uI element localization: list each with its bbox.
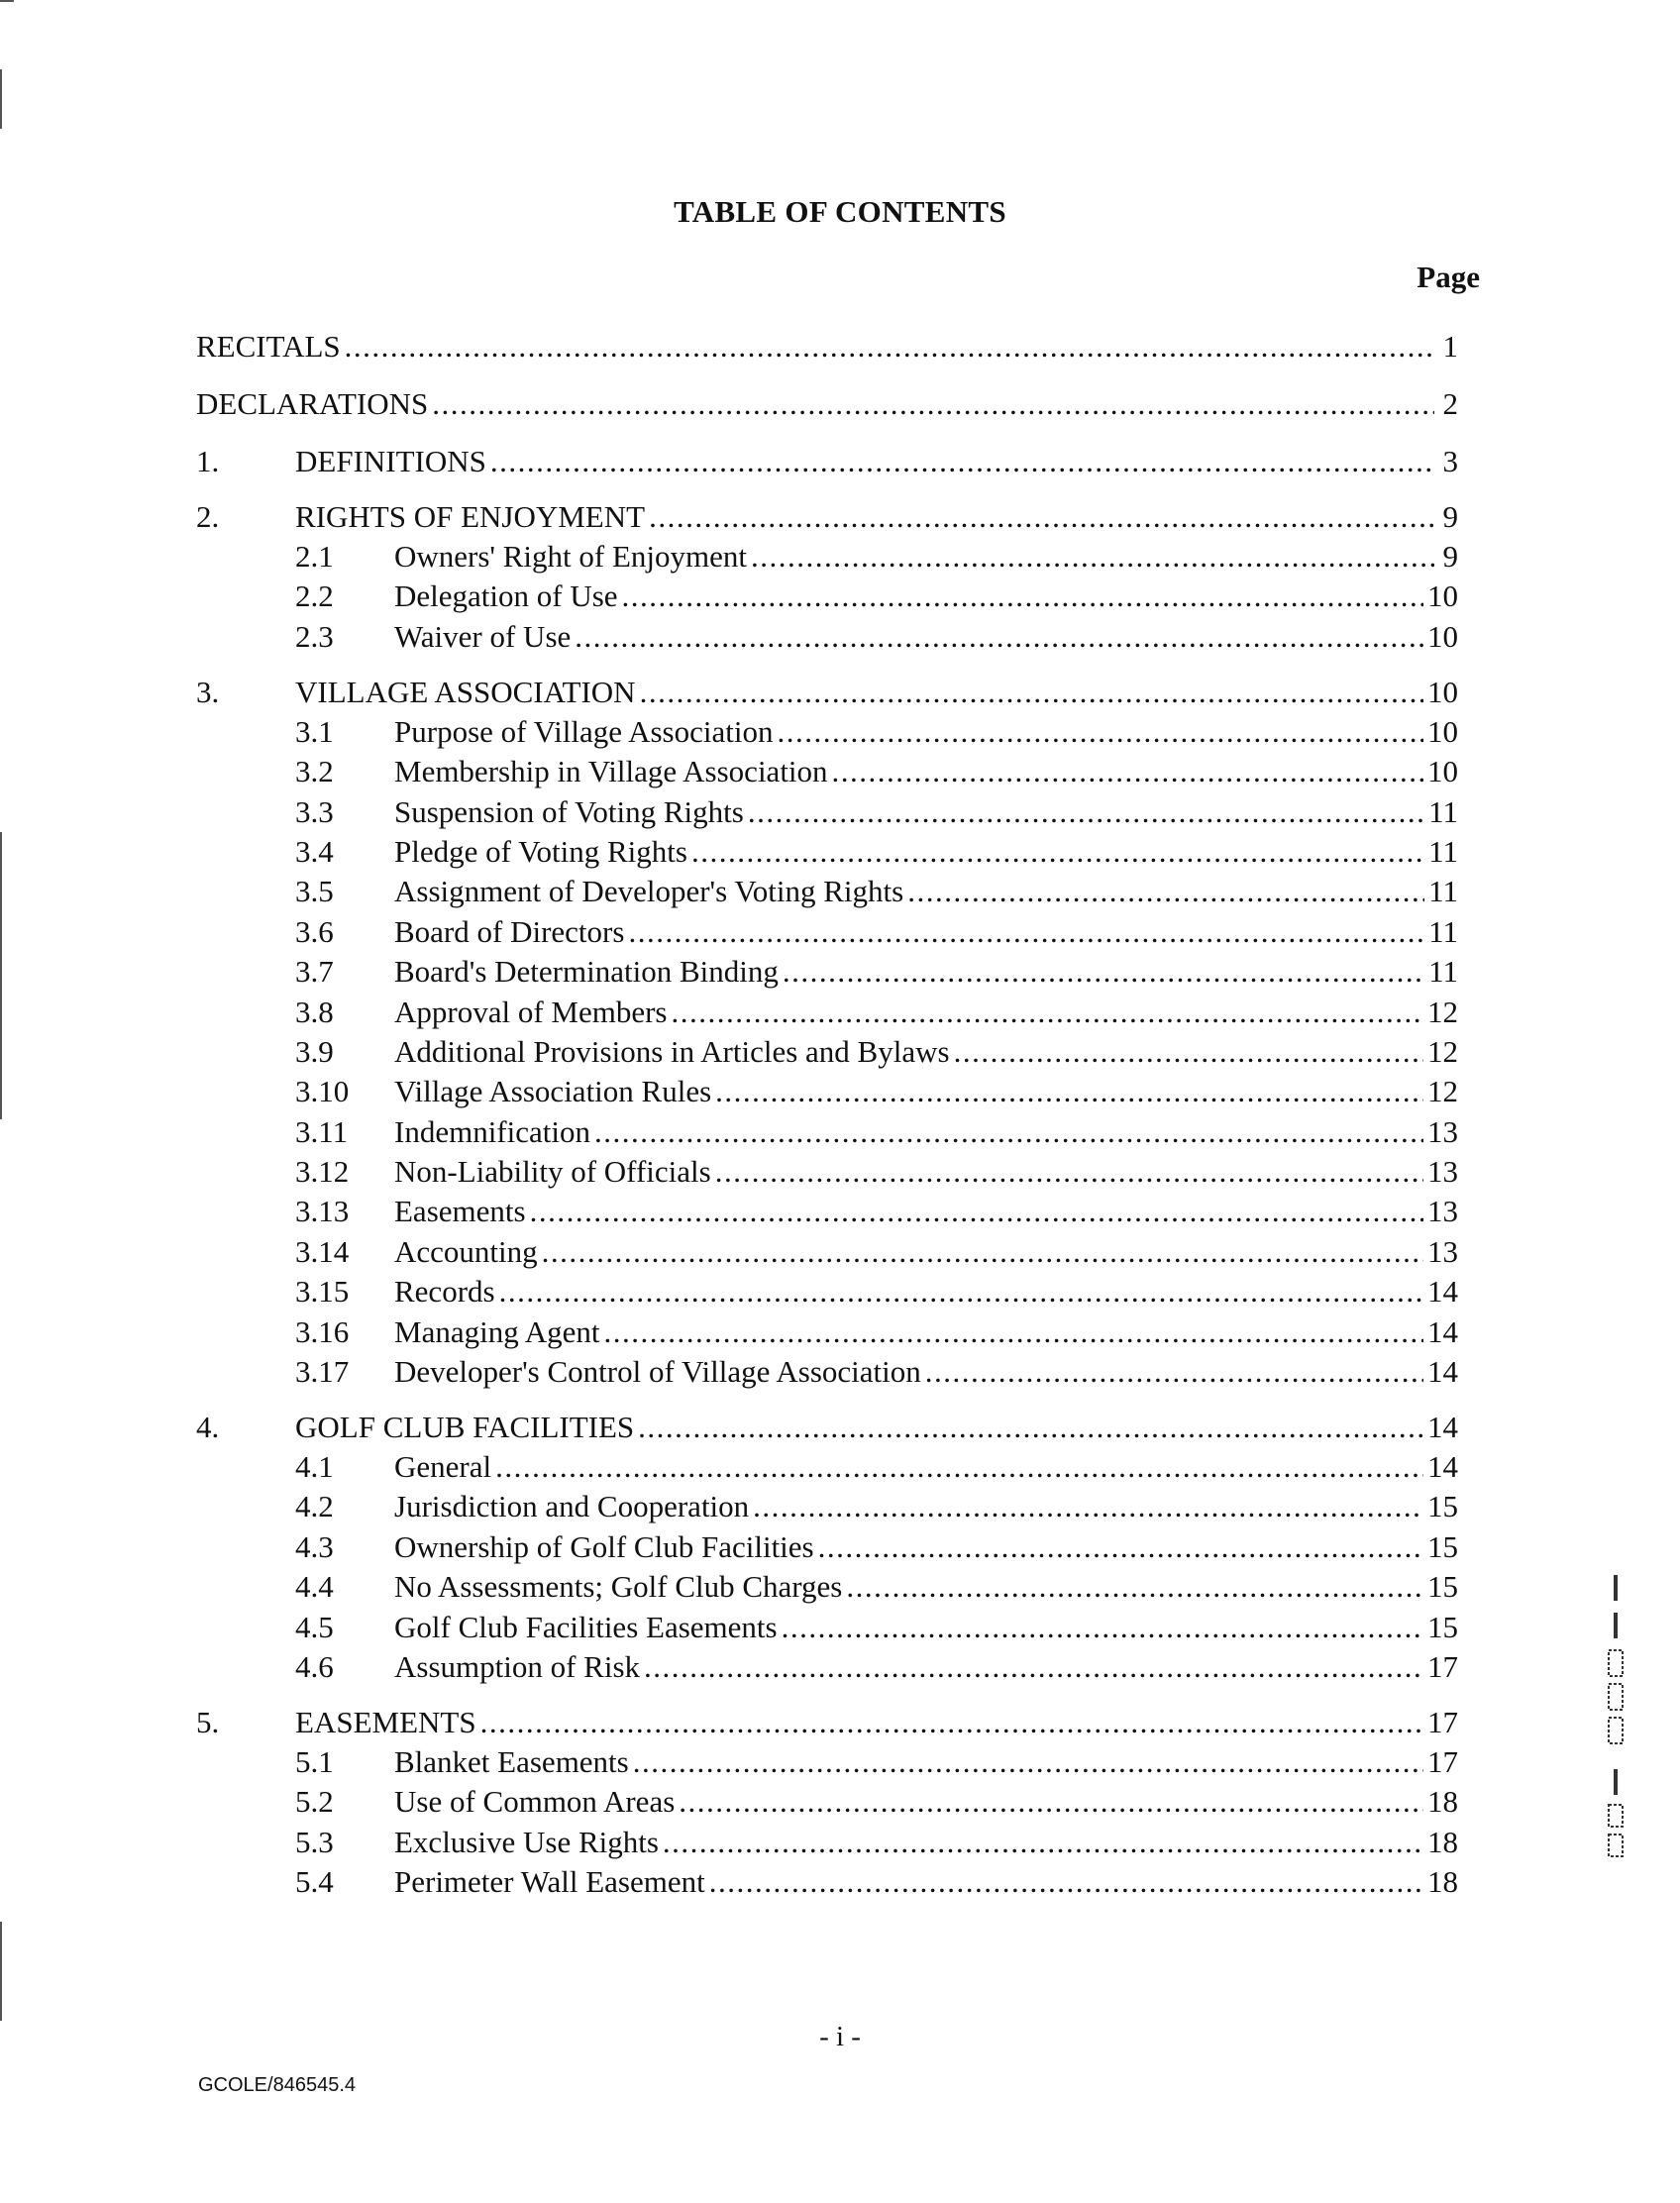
toc-entry-label: Golf Club Facilities Easements: [394, 1609, 778, 1644]
toc-entry-page: 10: [1427, 754, 1458, 789]
toc-entry-number: 4.4: [295, 1569, 334, 1605]
toc-entry-number: 3.: [196, 674, 220, 709]
side-stamp-mark: [1605, 1575, 1628, 1872]
toc-entry: [196, 1649, 1458, 1705]
toc-entry: [196, 539, 1458, 578]
dot-leader: [542, 1234, 1423, 1270]
toc-entry-page: 18: [1427, 1864, 1458, 1900]
toc-entry-label: Assumption of Risk: [394, 1648, 641, 1684]
toc-entry-label: No Assessments; Golf Club Charges: [394, 1569, 843, 1605]
toc-entry-number: 3.11: [295, 1113, 349, 1149]
toc-entry-label: Perimeter Wall Easement: [394, 1864, 705, 1900]
toc-entry-number: 5.4: [295, 1864, 334, 1900]
toc-entry: [196, 954, 1458, 994]
toc-entry-number: 5.2: [295, 1784, 334, 1820]
toc-entry-page: 15: [1427, 1528, 1458, 1564]
toc-entry-label: Waiver of Use: [394, 618, 572, 654]
toc-entry-page: 2: [1442, 386, 1458, 421]
page-column-header: Page: [1417, 260, 1480, 294]
toc-entry-number: 5.3: [295, 1824, 334, 1859]
dot-leader: [818, 1529, 1423, 1565]
toc-entry: [196, 1074, 1458, 1113]
toc-entry-page: 12: [1427, 1033, 1458, 1069]
toc-entry-label: Jurisdiction and Cooperation: [394, 1489, 750, 1524]
toc-entry: [196, 1705, 1458, 1744]
toc-entry-number: 2.: [196, 499, 220, 534]
toc-entry: [196, 1354, 1458, 1410]
toc-entry-number: 3.4: [295, 833, 334, 869]
toc-entry: [196, 1034, 1458, 1074]
toc-entry-page: 9: [1442, 499, 1458, 534]
dot-leader: [640, 675, 1423, 710]
toc-entry: [196, 834, 1458, 874]
dot-leader: [954, 1034, 1423, 1070]
toc-entry: [196, 1489, 1458, 1528]
toc-entry-page: 13: [1427, 1113, 1458, 1149]
dot-leader: [663, 1825, 1423, 1860]
dot-leader: [846, 1569, 1423, 1605]
toc-entry: [196, 578, 1458, 618]
dot-leader: [495, 1449, 1423, 1485]
toc-entry-page: 14: [1427, 1313, 1458, 1349]
toc-entry-page: 10: [1427, 713, 1458, 749]
toc-entry: [196, 675, 1458, 714]
dot-leader: [604, 1314, 1424, 1350]
toc-entry-page: 11: [1428, 954, 1458, 990]
dot-leader: [832, 754, 1423, 789]
toc-entry-label: VILLAGE ASSOCIATION: [295, 674, 636, 709]
toc-entry-page: 13: [1427, 1233, 1458, 1269]
dot-leader: [638, 1410, 1423, 1445]
toc-entry-page: 10: [1427, 618, 1458, 654]
toc-entry-label: DECLARATIONS: [196, 386, 429, 421]
toc-entry: [196, 914, 1458, 954]
scan-artifact: [0, 1922, 2, 2021]
toc-entry: [196, 874, 1458, 913]
toc-entry-number: 5.1: [295, 1743, 334, 1779]
toc-entry-page: 13: [1427, 1194, 1458, 1229]
toc-entry: [196, 1154, 1458, 1194]
dot-leader: [432, 386, 1434, 422]
dot-leader: [715, 1154, 1423, 1190]
dot-leader: [633, 1744, 1423, 1780]
toc-entry-page: 17: [1427, 1743, 1458, 1779]
document-id: GCOLE/846545.4: [198, 2074, 356, 2096]
toc-entry: [196, 619, 1458, 675]
dot-leader: [345, 329, 1434, 365]
toc-entry-label: RIGHTS OF ENJOYMENT: [295, 499, 646, 534]
toc-entry-page: 14: [1427, 1449, 1458, 1485]
toc-entry: [196, 1610, 1458, 1649]
toc-entry-number: 3.17: [295, 1354, 350, 1390]
dot-leader: [715, 1074, 1423, 1109]
toc-entry-page: 17: [1427, 1648, 1458, 1684]
toc-entry-label: Developer's Control of Village Association: [394, 1354, 921, 1390]
toc-entry-label: Owners' Right of Enjoyment: [394, 539, 748, 574]
toc-entry: [196, 1825, 1458, 1864]
toc-entry-page: 15: [1427, 1489, 1458, 1524]
toc-entry-page: 11: [1428, 793, 1458, 829]
toc-entry-label: DEFINITIONS: [295, 444, 486, 478]
toc-entry: [196, 794, 1458, 834]
toc-entry-label: RECITALS: [196, 329, 341, 364]
toc-entry-number: 3.9: [295, 1033, 334, 1069]
toc-entry-label: Ownership of Golf Club Facilities: [394, 1528, 814, 1564]
toc-entry: [196, 386, 1458, 444]
toc-entry-label: Membership in Village Association: [394, 754, 828, 789]
dot-leader: [925, 1354, 1423, 1390]
toc-entry-number: 3.5: [295, 874, 334, 909]
dot-leader: [644, 1649, 1423, 1685]
toc-entry-label: EASEMENTS: [295, 1704, 476, 1739]
dot-leader: [499, 1274, 1423, 1310]
toc-entry-number: 3.15: [295, 1274, 350, 1310]
toc-entry-label: Assignment of Developer's Voting Rights: [394, 874, 904, 909]
toc-entry-number: 3.14: [295, 1233, 350, 1269]
toc-entry-label: Purpose of Village Association: [394, 713, 774, 749]
toc-entry-number: 2.1: [295, 539, 334, 574]
toc-entry-label: Exclusive Use Rights: [394, 1824, 659, 1859]
toc-entry-page: 1: [1442, 329, 1458, 364]
dot-leader: [907, 874, 1424, 909]
toc-entry: [196, 1314, 1458, 1354]
dot-leader: [594, 1114, 1423, 1150]
toc-entry: [196, 1410, 1458, 1449]
toc-entry-number: 3.2: [295, 754, 334, 789]
dot-leader: [777, 714, 1423, 750]
toc-entry-number: 4.3: [295, 1528, 334, 1564]
toc-entry-number: 4.2: [295, 1489, 334, 1524]
toc-entry-number: 2.3: [295, 618, 334, 654]
dot-leader: [782, 1610, 1423, 1645]
toc-entry-label: Blanket Easements: [394, 1743, 629, 1779]
toc-entry-page: 14: [1427, 1410, 1458, 1445]
toc-entry-page: 18: [1427, 1824, 1458, 1859]
toc-entry-page: 15: [1427, 1609, 1458, 1644]
toc-entry-number: 4.1: [295, 1449, 334, 1485]
toc-entry: [196, 714, 1458, 754]
toc-entry-label: Approval of Members: [394, 994, 668, 1029]
toc-entry-label: Suspension of Voting Rights: [394, 793, 744, 829]
toc-entry-page: 14: [1427, 1274, 1458, 1310]
toc-entry-number: 5.: [196, 1704, 220, 1739]
toc-entry-number: 3.12: [295, 1154, 350, 1190]
toc-entry-number: 3.3: [295, 793, 334, 829]
table-of-contents: [196, 329, 1458, 1905]
dot-leader: [691, 834, 1424, 870]
toc-entry: [196, 1234, 1458, 1274]
toc-entry-page: 10: [1427, 578, 1458, 614]
toc-entry-number: 3.10: [295, 1074, 350, 1109]
toc-entry-label: Pledge of Voting Rights: [394, 833, 687, 869]
dot-leader: [783, 954, 1424, 990]
toc-entry-label: Easements: [394, 1194, 526, 1229]
dot-leader: [709, 1864, 1423, 1900]
toc-entry-label: Use of Common Areas: [394, 1784, 676, 1820]
toc-entry: [196, 1449, 1458, 1489]
toc-entry-number: 4.5: [295, 1609, 334, 1644]
dot-leader: [679, 1784, 1423, 1820]
toc-entry-page: 18: [1427, 1784, 1458, 1820]
toc-entry-label: Additional Provisions in Articles and Bylaws: [394, 1033, 950, 1069]
toc-entry-page: 9: [1442, 539, 1458, 574]
toc-entry: [196, 1744, 1458, 1784]
toc-entry-number: 1.: [196, 444, 220, 478]
scan-artifact: [0, 0, 14, 2]
toc-entry-number: 4.: [196, 1410, 220, 1445]
toc-entry: [196, 329, 1458, 386]
dot-leader: [672, 995, 1424, 1030]
dot-leader: [649, 499, 1434, 535]
toc-entry: [196, 995, 1458, 1034]
toc-entry-page: 12: [1427, 1074, 1458, 1109]
toc-entry: [196, 1784, 1458, 1824]
dot-leader: [628, 914, 1424, 950]
page-number: - i -: [819, 2021, 861, 2052]
toc-entry-label: General: [394, 1449, 492, 1485]
toc-entry-label: Records: [394, 1274, 495, 1310]
toc-entry-number: 3.7: [295, 954, 334, 990]
toc-entry-label: Indemnification: [394, 1113, 590, 1149]
toc-entry-page: 3: [1442, 444, 1458, 478]
dot-leader: [748, 794, 1424, 830]
toc-entry-label: Non-Liability of Officials: [394, 1154, 711, 1190]
toc-entry-label: Accounting: [394, 1233, 538, 1269]
toc-entry: [196, 1274, 1458, 1313]
toc-entry-label: GOLF CLUB FACILITIES: [295, 1410, 635, 1445]
toc-entry-page: 11: [1428, 874, 1458, 909]
toc-entry-page: 17: [1427, 1704, 1458, 1739]
toc-entry: [196, 1569, 1458, 1609]
toc-entry-label: Board's Determination Binding: [394, 954, 779, 990]
toc-entry: [196, 754, 1458, 793]
toc-entry-page: 13: [1427, 1154, 1458, 1190]
dot-leader: [490, 444, 1434, 479]
toc-entry: [196, 1864, 1458, 1904]
toc-entry-number: 2.2: [295, 578, 334, 614]
toc-entry-number: 3.1: [295, 713, 334, 749]
toc-entry-number: 3.6: [295, 913, 334, 949]
toc-entry-label: Village Association Rules: [394, 1074, 712, 1109]
toc-entry-label: Delegation of Use: [394, 578, 618, 614]
toc-entry-page: 10: [1427, 674, 1458, 709]
dot-leader: [751, 539, 1434, 575]
dot-leader: [575, 619, 1423, 655]
toc-entry-page: 12: [1427, 994, 1458, 1029]
toc-entry-page: 11: [1428, 833, 1458, 869]
dot-leader: [530, 1194, 1423, 1229]
toc-entry-number: 4.6: [295, 1648, 334, 1684]
toc-entry-label: Managing Agent: [394, 1313, 600, 1349]
toc-entry: [196, 444, 1458, 499]
toc-entry-number: 3.13: [295, 1194, 350, 1229]
scan-artifact: [0, 832, 2, 1119]
dot-leader: [753, 1489, 1423, 1524]
scan-artifact: [0, 69, 2, 129]
toc-entry-label: Board of Directors: [394, 913, 625, 949]
toc-entry-number: 3.16: [295, 1313, 350, 1349]
toc-entry: [196, 1529, 1458, 1569]
toc-entry: [196, 1114, 1458, 1154]
toc-entry: [196, 499, 1458, 539]
dot-leader: [480, 1705, 1423, 1740]
toc-entry: [196, 1194, 1458, 1233]
toc-entry-page: 14: [1427, 1354, 1458, 1390]
page-title: TABLE OF CONTENTS: [674, 194, 1006, 229]
dot-leader: [622, 578, 1423, 614]
toc-entry-page: 11: [1428, 913, 1458, 949]
toc-entry-page: 15: [1427, 1569, 1458, 1605]
toc-entry-number: 3.8: [295, 994, 334, 1029]
